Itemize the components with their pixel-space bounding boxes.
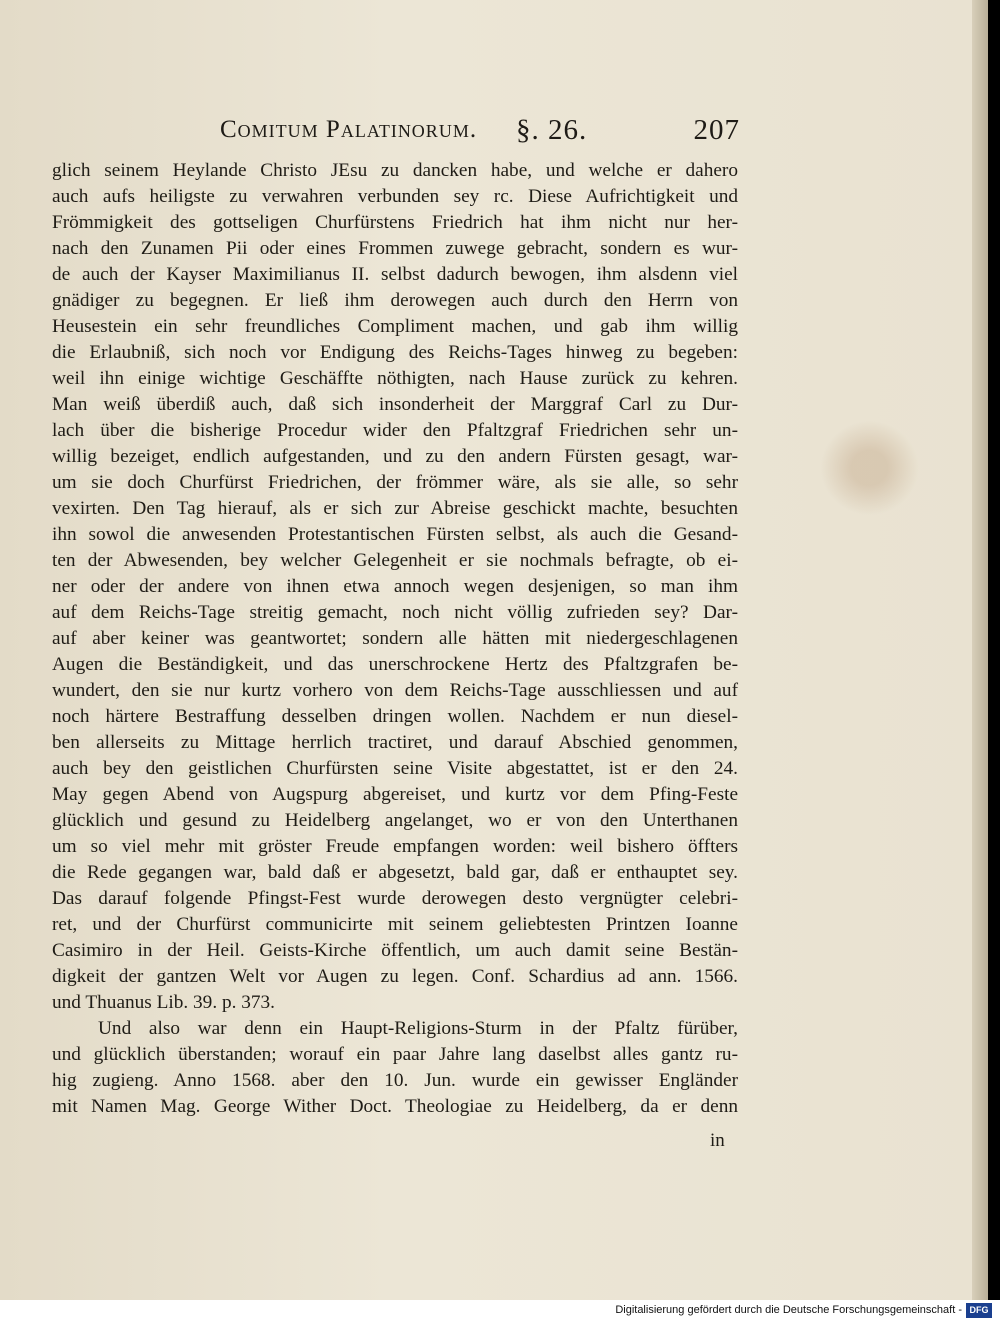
text-line: Frömmigkeit des gottseligen Churfürstens Friedrich hat ihm nicht nur her- xyxy=(52,212,738,233)
text-line: Das darauf folgende Pfingst-Fest wurde derowegen desto vergnügter celebri- xyxy=(52,888,738,909)
body-text xyxy=(52,158,738,1120)
text-line: Casimiro in der Heil. Geists-Kirche öffentlich, um auch damit seine Bestän- xyxy=(52,940,738,961)
text-line: ihn sowol die anwesenden Protestantischen Fürsten selbst, als auch die Gesand- xyxy=(52,524,738,545)
text-line: willig bezeiget, endlich aufgestanden, und zu den andern Fürsten gesagt, war- xyxy=(52,446,738,467)
text-line: die Erlaubniß, sich noch vor Endigung des Reichs-Tages hinweg zu begeben: xyxy=(52,342,738,363)
text-line: auch bey den geistlichen Churfürsten seine Visite abgestattet, ist er den 24. xyxy=(52,758,738,779)
text-line: ner oder der andere von ihnen etwa annoch wegen desjenigen, so man ihm xyxy=(52,576,738,597)
text-line: mit Namen Mag. George Wither Doct. Theologiae zu Heidelberg, da er denn xyxy=(52,1096,738,1117)
text-line: May gegen Abend von Augspurg abgereiset, und kurtz vor dem Pfing-Feste xyxy=(52,784,738,805)
text-line: weil ihn einige wichtige Geschäffte nöthigten, nach Hause zurück zu kehren. xyxy=(52,368,738,389)
text-line: lach über die bisherige Procedur wider den Pfaltzgraf Friedrichen sehr un- xyxy=(52,420,738,441)
text-line: de auch der Kayser Maximilianus II. selbst dadurch bewogen, ihm alsdenn viel xyxy=(52,264,738,285)
text-line: Heusestein ein sehr freundliches Compliment machen, und gab ihm willig xyxy=(52,316,738,337)
dfg-logo: DFG xyxy=(966,1303,992,1318)
text-line: ben allerseits zu Mittage herrlich tractiret, und darauf Abschied genommen, xyxy=(52,732,738,753)
text-line: vexirten. Den Tag hierauf, als er sich zur Abreise geschickt machte, besuchten xyxy=(52,498,738,519)
text-line: die Rede gegangen war, bald daß er abgesetzt, bald gar, daß er enthauptet sey. xyxy=(52,862,738,883)
running-title: Comitum Palatinorum. xyxy=(220,116,478,143)
catchword: in xyxy=(710,1130,725,1151)
page-number: 207 xyxy=(693,114,740,146)
text-line: noch härtere Bestraffung desselben dringen wollen. Nachdem er nun diesel- xyxy=(52,706,738,727)
text-line: glücklich und gesund zu Heidelberg angelanget, wo er von den Unterthanen xyxy=(52,810,738,831)
footer-bar xyxy=(0,1300,1000,1323)
text-line: ret, und der Churfürst communicirte mit seinem geliebtesten Printzen Ioanne xyxy=(52,914,738,935)
text-line: auch aufs heiligste zu verwahren verbunden sey rc. Diese Aufrichtigkeit und xyxy=(52,186,738,207)
text-line: auf dem Reichs-Tage streitig gemacht, noch nicht völlig zufrieden sey? Dar- xyxy=(52,602,738,623)
text-line: Augen die Beständigkeit, und das unerschrockene Hertz des Pfaltzgrafen be- xyxy=(52,654,738,675)
text-line-paragraph-start: Und also war denn ein Haupt-Religions-Sturm in der Pfaltz fürüber, xyxy=(98,1018,738,1039)
text-line: auf aber keiner was geantwortet; sondern alle hätten mit niedergeschlagenen xyxy=(52,628,738,649)
text-line: und glücklich überstanden; worauf ein paar Jahre lang daselbst alles gantz ru- xyxy=(52,1044,738,1065)
text-line: Man weiß überdiß auch, daß sich insonderheit der Marggraf Carl zu Dur- xyxy=(52,394,738,415)
funding-credit: Digitalisierung gefördert durch die Deutsche Forschungsgemeinschaft - xyxy=(615,1304,962,1316)
text-line: digkeit der gantzen Welt vor Augen zu legen. Conf. Schardius ad ann. 1566. xyxy=(52,966,738,987)
page-header xyxy=(220,116,740,150)
text-line: glich seinem Heylande Christo JEsu zu dancken habe, und welche er dahero xyxy=(52,160,738,181)
text-line: gnädiger zu begegnen. Er ließ ihm derowegen auch durch den Herrn von xyxy=(52,290,738,311)
page-edge xyxy=(972,0,988,1300)
text-line: um sie doch Churfürst Friedrichen, der frömmer wäre, als sie alle, so sehr xyxy=(52,472,738,493)
text-line: und Thuanus Lib. 39. p. 373. xyxy=(52,992,275,1013)
text-line: hig zugieng. Anno 1568. aber den 10. Jun. wurde ein gewisser Engländer xyxy=(52,1070,738,1091)
text-line: nach den Zunamen Pii oder eines Frommen zuwege gebracht, sondern es wur- xyxy=(52,238,738,259)
text-line: um so viel mehr mit gröster Freude empfangen worden: weil bishero öffters xyxy=(52,836,738,857)
text-line: ten der Abwesenden, bey welcher Gelegenheit er sie nochmals befragte, ob ei- xyxy=(52,550,738,571)
section-number: §. 26. xyxy=(516,114,588,146)
text-line: wundert, den sie nur kurtz vorhero von dem Reichs-Tage ausschliessen und auf xyxy=(52,680,738,701)
